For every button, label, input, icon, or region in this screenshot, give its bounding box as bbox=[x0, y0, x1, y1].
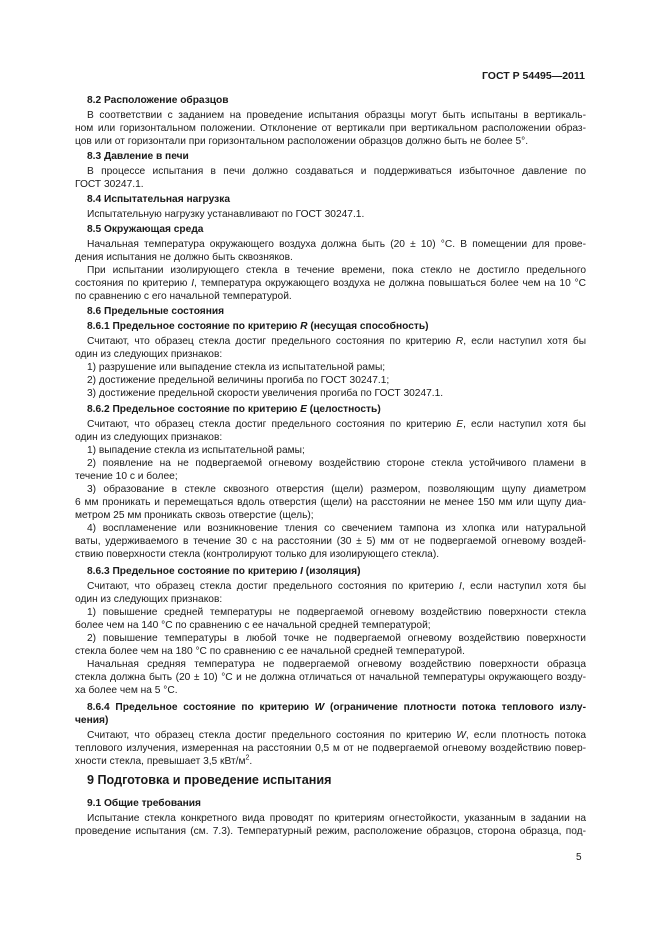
paragraph-line: ха более чем на 5 °С. bbox=[75, 685, 178, 696]
paragraph-line: по сравнению с его начальной температурой. bbox=[75, 291, 292, 302]
heading-8-3: 8.3 Давление в печи bbox=[87, 151, 189, 162]
paragraph-line: ном или горизонтальном положении. Отклонение от вертикали при вертикальном расположении образ- bbox=[75, 123, 586, 134]
list-item: 3) достижение предельной скорости увеличения прогиба по ГОСТ 30247.1. bbox=[87, 388, 444, 399]
document-id: ГОСТ Р 54495—2011 bbox=[481, 70, 585, 82]
paragraph-line: Считают, что образец стекла достиг предельного состояния по критерию E, если наступил хотя бы bbox=[87, 419, 586, 430]
heading-9: 9 Подготовка и проведение испытания bbox=[87, 773, 332, 787]
heading-8-6-4-cont: чения) bbox=[75, 715, 109, 726]
paragraph-line: дения испытания не должно быть сквозняков. bbox=[75, 252, 293, 263]
paragraph-line: один из следующих признаков: bbox=[75, 594, 223, 605]
list-item: 1) выпадение стекла из испытательной рамы; bbox=[87, 445, 305, 456]
paragraph-line: ГОСТ 30247.1. bbox=[75, 179, 144, 190]
list-item: течение 10 с и более; bbox=[75, 471, 178, 482]
heading-8-6-1: 8.6.1 Предельное состояние по критерию R (несущая способность) bbox=[87, 321, 429, 332]
paragraph-line: теплового излучения, измеренная на расстоянии 0,5 м от не подвергаемой огневому воздействию повер- bbox=[75, 743, 586, 754]
paragraph-line: Начальная температура окружающего воздуха должна быть (20 ± 10) °С. В помещении для прове- bbox=[87, 239, 586, 250]
list-item: 4) воспламенение или возникновение тления со свечением тампона из хлопка или натуральной bbox=[87, 523, 586, 534]
list-item: 6 мм проникать и перемещаться вдоль отверстия (щели) на расстоянии не менее 150 мм или щупу диа- bbox=[75, 497, 586, 508]
paragraph-line: Считают, что образец стекла достиг предельного состояния по критерию I, если наступил хотя бы bbox=[87, 581, 587, 592]
page-number: 5 bbox=[576, 852, 582, 863]
heading-9-1: 9.1 Общие требования bbox=[87, 798, 201, 809]
paragraph-line: один из следующих признаков: bbox=[75, 349, 223, 360]
heading-8-6-4: 8.6.4 Предельное состояние по критерию W (ограничение плотности потока теплового излу- bbox=[87, 702, 586, 713]
list-item: 1) разрушение или выпадение стекла из испытательной рамы; bbox=[87, 362, 386, 373]
heading-8-4: 8.4 Испытательная нагрузка bbox=[87, 194, 230, 205]
paragraph-line: хности стекла, превышает 3,5 кВт/$м^2$. bbox=[75, 754, 253, 767]
list-item: 2) достижение предельной величины прогиба по ГОСТ 30247.1; bbox=[87, 375, 390, 386]
heading-8-2: 8.2 Расположение образцов bbox=[87, 95, 229, 106]
paragraph-line: Считают, что образец стекла достиг предельного состояния по критерию R, если наступил хотя бы bbox=[87, 336, 587, 347]
paragraph-line: В процессе испытания в печи должно создаваться и поддерживаться избыточное давление по bbox=[87, 166, 586, 177]
paragraph-line: Считают, что образец стекла достиг предельного состояния по критерию W, если плотность потока bbox=[87, 730, 587, 741]
paragraph-line: состояния по критерию I, температура окружающего воздуха не должна повышаться более чем на 10 °С bbox=[75, 278, 586, 289]
paragraph-line: цов или от горизонтали при горизонтальном расположении образцов должно быть не более 5°. bbox=[75, 136, 529, 147]
list-item: 2) появление на не подвергаемой огневому воздействию стороне стекла устойчивого пламени в bbox=[87, 458, 586, 469]
heading-8-6-2: 8.6.2 Предельное состояние по критерию E (целостность) bbox=[87, 404, 381, 415]
paragraph-line: Испытательную нагрузку устанавливают по ГОСТ 30247.1. bbox=[87, 209, 365, 220]
list-item: 1) повышение средней температуры не подвергаемой огневому воздействию поверхности стекла bbox=[87, 607, 586, 618]
paragraph-line: проведение испытания (см. 7.3). Температурный режим, расположение образцов, сторона образца, под- bbox=[75, 826, 586, 837]
paragraph-line: Испытание стекла конкретного вида проводят по критериям огнестойкости, указанным в задании на bbox=[87, 813, 586, 824]
paragraph-line: один из следующих признаков: bbox=[75, 432, 223, 443]
list-item: 3) образование в стекле сквозного отверстия (щели) размером, позволяющим щупу диаметром bbox=[87, 484, 586, 495]
paragraph-line: стекла должна быть (20 ± 10) °С и не должна отличаться от начальной температуры окружающего возду- bbox=[75, 672, 586, 683]
list-item: 2) повышение температуры в любой точке не подвергаемой огневому воздействию поверхности bbox=[87, 633, 586, 644]
list-item: более чем на 140 °С по сравнению с ее начальной средней температурой; bbox=[75, 620, 431, 631]
paragraph-line: При испытании изолирующего стекла в течение времени, пока стекло не достигло предельного bbox=[87, 265, 586, 276]
list-item: ваты, удерживаемого в течение 30 с на расстоянии (30 ± 5) мм от не подвергаемой огневому воздей- bbox=[75, 536, 586, 547]
heading-8-6: 8.6 Предельные состояния bbox=[87, 306, 225, 317]
list-item: стекла более чем на 180 °С по сравнению с ее начальной средней температурой. bbox=[75, 646, 465, 657]
list-item: ствию поверхности стекла (контролируют только для изолирующего стекла). bbox=[75, 549, 440, 560]
criterion-i: I bbox=[191, 278, 195, 289]
heading-8-5: 8.5 Окружающая среда bbox=[87, 224, 204, 235]
paragraph-line: Начальная средняя температура не подвергаемой огневому воздействию поверхности образца bbox=[87, 659, 586, 670]
paragraph-line: В соответствии с заданием на проведение испытания образцы могут быть испытаны в вертикаль- bbox=[87, 110, 586, 121]
list-item: метром 25 мм проникать сквозь отверстие (щель); bbox=[75, 510, 314, 521]
heading-8-6-3: 8.6.3 Предельное состояние по критерию I (изоляция) bbox=[87, 566, 361, 577]
